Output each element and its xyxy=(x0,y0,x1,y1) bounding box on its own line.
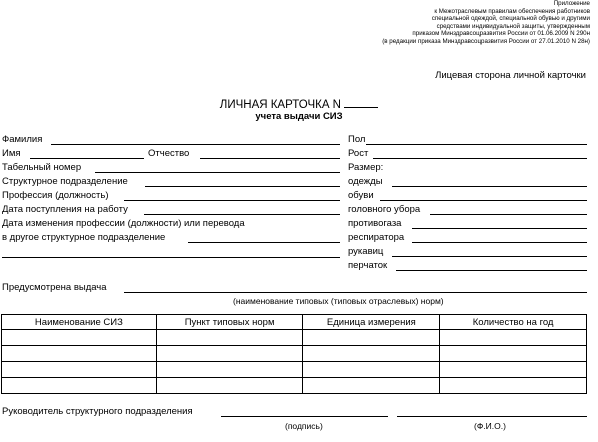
clothes-field[interactable] xyxy=(392,186,587,187)
full-name-hint: (Ф.И.О.) xyxy=(474,421,506,431)
surname-label: Фамилия xyxy=(2,134,43,145)
document-header xyxy=(330,0,590,46)
siz-table xyxy=(1,314,587,394)
signature-field[interactable] xyxy=(221,416,388,417)
table-cell[interactable] xyxy=(303,346,440,362)
sex-field[interactable] xyxy=(366,144,587,145)
table-header-row xyxy=(2,315,587,330)
header-line: Приложение xyxy=(553,0,590,7)
provision-hint: (наименование типовых (типовых отраслевых) норм) xyxy=(233,296,444,306)
column-header: Пункт типовых норм xyxy=(156,315,303,330)
full-name-field[interactable] xyxy=(397,416,587,417)
table-row xyxy=(2,330,587,346)
column-header: Единица измерения xyxy=(303,315,440,330)
sex-label: Пол xyxy=(348,134,366,145)
header-line: приказом Минздравсоцразвития России от 01.06.2009 N 290н xyxy=(412,30,590,38)
shoes-field[interactable] xyxy=(380,200,587,201)
profession-label: Профессия (должность) xyxy=(2,190,109,201)
table-cell[interactable] xyxy=(440,362,587,378)
table-cell[interactable] xyxy=(440,378,587,394)
header-line: к Межотраслевым правилам обеспечения работников xyxy=(434,7,590,15)
department-label: Структурное подразделение xyxy=(2,176,128,187)
profession-field[interactable] xyxy=(124,200,340,201)
patronymic-field[interactable] xyxy=(200,158,340,159)
table-cell[interactable] xyxy=(2,330,157,346)
provision-field[interactable] xyxy=(124,292,587,293)
mittens-field[interactable] xyxy=(392,256,587,257)
provision-label: Предусмотрена выдача xyxy=(2,282,107,293)
table-cell[interactable] xyxy=(156,378,303,394)
table-cell[interactable] xyxy=(156,362,303,378)
table-cell[interactable] xyxy=(303,330,440,346)
header-line: средствами индивидуальной защиты, утвержденным xyxy=(436,22,590,30)
name-field[interactable] xyxy=(30,158,144,159)
table-row xyxy=(2,378,587,394)
gas-mask-label: противогаза xyxy=(348,218,402,229)
signature-hint: (подпись) xyxy=(285,421,323,431)
head-label: Руководитель структурного подразделения xyxy=(2,406,193,417)
table-cell[interactable] xyxy=(2,346,157,362)
hire-date-field[interactable] xyxy=(144,214,340,215)
header-line: (в редакции приказа Минздравсоцразвития России от 27.01.2010 N 28н) xyxy=(382,37,590,45)
gloves-label: перчаток xyxy=(348,260,388,271)
shoes-label: обуви xyxy=(348,190,374,201)
mittens-label: рукавиц xyxy=(348,246,384,257)
change-date-field[interactable] xyxy=(188,242,340,243)
change-date-label: Дата изменения профессии (должности) или перевода xyxy=(2,218,245,229)
change-date-field-extra[interactable] xyxy=(2,257,340,258)
height-field[interactable] xyxy=(373,158,587,159)
size-label: Размер: xyxy=(348,162,384,173)
tab-number-field[interactable] xyxy=(95,172,340,173)
card-title-text: ЛИЧНАЯ КАРТОЧКА N xyxy=(219,99,341,111)
card-title xyxy=(0,97,598,111)
table-cell[interactable] xyxy=(156,346,303,362)
table-cell[interactable] xyxy=(440,330,587,346)
table-cell[interactable] xyxy=(440,346,587,362)
gloves-field[interactable] xyxy=(396,270,587,271)
clothes-label: одежды xyxy=(348,176,383,187)
card-side-label: Лицевая сторона личной карточки xyxy=(435,70,586,81)
card-subtitle: учета выдачи СИЗ xyxy=(255,111,343,122)
surname-field[interactable] xyxy=(51,144,340,145)
table-row xyxy=(2,362,587,378)
headwear-label: головного убора xyxy=(348,204,421,215)
gas-mask-field[interactable] xyxy=(412,228,587,229)
name-label: Имя xyxy=(2,148,21,159)
table-cell[interactable] xyxy=(156,330,303,346)
change-date-label-cont: в другое структурное подразделение xyxy=(2,232,166,243)
table-cell[interactable] xyxy=(303,362,440,378)
table-cell[interactable] xyxy=(2,378,157,394)
respirator-field[interactable] xyxy=(412,242,587,243)
patronymic-label: Отчество xyxy=(148,148,190,159)
height-label: Рост xyxy=(348,148,369,159)
headwear-field[interactable] xyxy=(430,214,587,215)
respirator-label: респиратора xyxy=(348,232,405,243)
header-line: специальной одеждой, специальной обувью и другими xyxy=(431,15,590,23)
column-header: Наименование СИЗ xyxy=(2,315,157,330)
column-header: Количество на год xyxy=(440,315,587,330)
hire-date-label: Дата поступления на работу xyxy=(2,204,128,215)
table-row xyxy=(2,346,587,362)
department-field[interactable] xyxy=(145,186,340,187)
table-cell[interactable] xyxy=(2,362,157,378)
tab-number-label: Табельный номер xyxy=(2,162,82,173)
table-cell[interactable] xyxy=(303,378,440,394)
card-number-blank[interactable] xyxy=(344,97,378,108)
